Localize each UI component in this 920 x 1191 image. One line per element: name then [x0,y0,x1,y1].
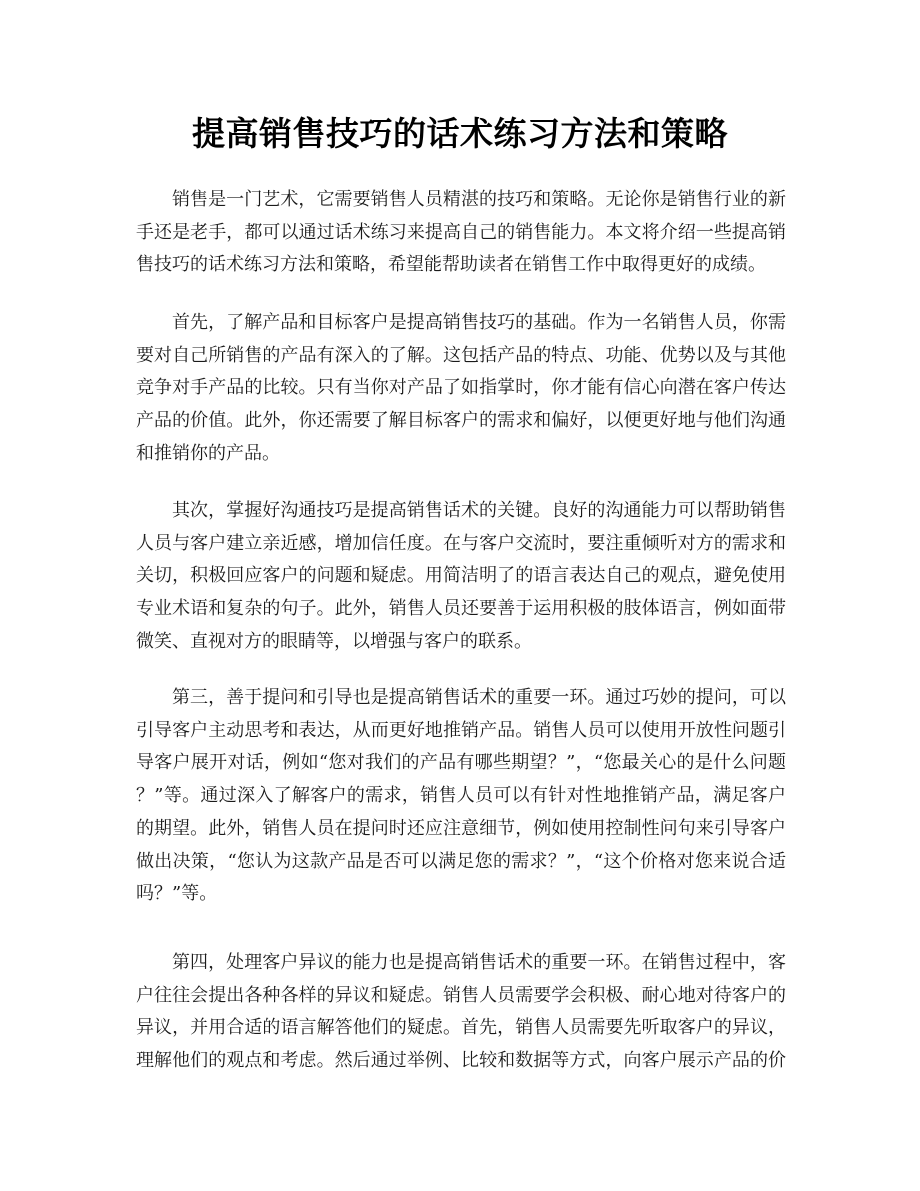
paragraph-2 [136,307,786,471]
paragraph-line: 关切，积极回应客户的问题和疑虑。用简洁明了的语言表达自己的观点，避免使用 [136,565,786,587]
paragraph-line: 的期望。此外，销售人员在提问时还应注意细节，例如使用控制性问句来引导客户 [136,817,786,839]
paragraph-line: 专业术语和复杂的句子。此外，销售人员还要善于运用积极的肢体语言，例如面带 [136,598,786,620]
paragraph-line: 和推销你的产品。 [136,442,280,464]
paragraph-4 [136,682,786,911]
paragraph-line: 人员与客户建立亲近感，增加信任度。在与客户交流时，要注重倾听对方的需求和 [136,532,786,554]
paragraph-line: 引导客户主动思考和表达，从而更好地推销产品。销售人员可以使用开放性问题引 [136,719,786,741]
paragraph-line: 微笑、直视对方的眼睛等，以增强与客户的联系。 [136,630,532,652]
paragraph-1 [136,184,786,282]
paragraph-5 [136,947,786,1078]
paragraph-line: 竞争对手产品的比较。只有当你对产品了如指掌时，你才能有信心向潜在客户传达 [136,377,786,399]
paragraph-line: 其次，掌握好沟通技巧是提高销售话术的关键。良好的沟通能力可以帮助销售 [172,500,786,521]
paragraph-line: 异议，并用合适的语言解答他们的疑虑。首先，销售人员需要先听取客户的异议， [136,1017,786,1039]
paragraph-line: 户往往会提出各种各样的异议和疑虑。销售人员需要学会积极、耐心地对待客户的 [136,984,786,1006]
paragraph-line: 导客户展开对话，例如“您对我们的产品有哪些期望？”，“您最关心的是什么问题 [136,752,786,774]
paragraph-line: 做出决策，“您认为这款产品是否可以满足您的需求？”，“这个价格对您来说合适 [136,850,786,872]
paragraph-line: 产品的价值。此外，你还需要了解目标客户的需求和偏好，以便更好地与他们沟通 [136,410,786,432]
paragraph-line: ？”等。通过深入了解客户的需求，销售人员可以有针对性地推销产品，满足客户 [136,785,786,807]
paragraph-line: 售技巧的话术练习方法和策略，希望能帮助读者在销售工作中取得更好的成绩。 [136,254,766,276]
paragraph-line: 第三，善于提问和引导也是提高销售话术的重要一环。通过巧妙的提问，可以 [172,687,786,708]
paragraph-line: 第四，处理客户异议的能力也是提高销售话术的重要一环。在销售过程中，客 [172,952,786,973]
paragraph-line: 首先，了解产品和目标客户是提高销售技巧的基础。作为一名销售人员，你需 [172,312,786,333]
paragraph-line: 手还是老手，都可以通过话术练习来提高自己的销售能力。本文将介绍一些提高销 [136,221,786,243]
paragraph-line: 理解他们的观点和考虑。然后通过举例、比较和数据等方式，向客户展示产品的价 [136,1050,786,1072]
paragraph-3 [136,495,786,659]
paragraph-line: 要对自己所销售的产品有深入的了解。这包括产品的特点、功能、优势以及与其他 [136,344,786,366]
paragraph-line: 吗？”等。 [136,883,218,905]
paragraph-line: 销售是一门艺术，它需要销售人员精湛的技巧和策略。无论你是销售行业的新 [172,189,786,210]
document-title: 提高销售技巧的话术练习方法和策略 [192,114,728,153]
